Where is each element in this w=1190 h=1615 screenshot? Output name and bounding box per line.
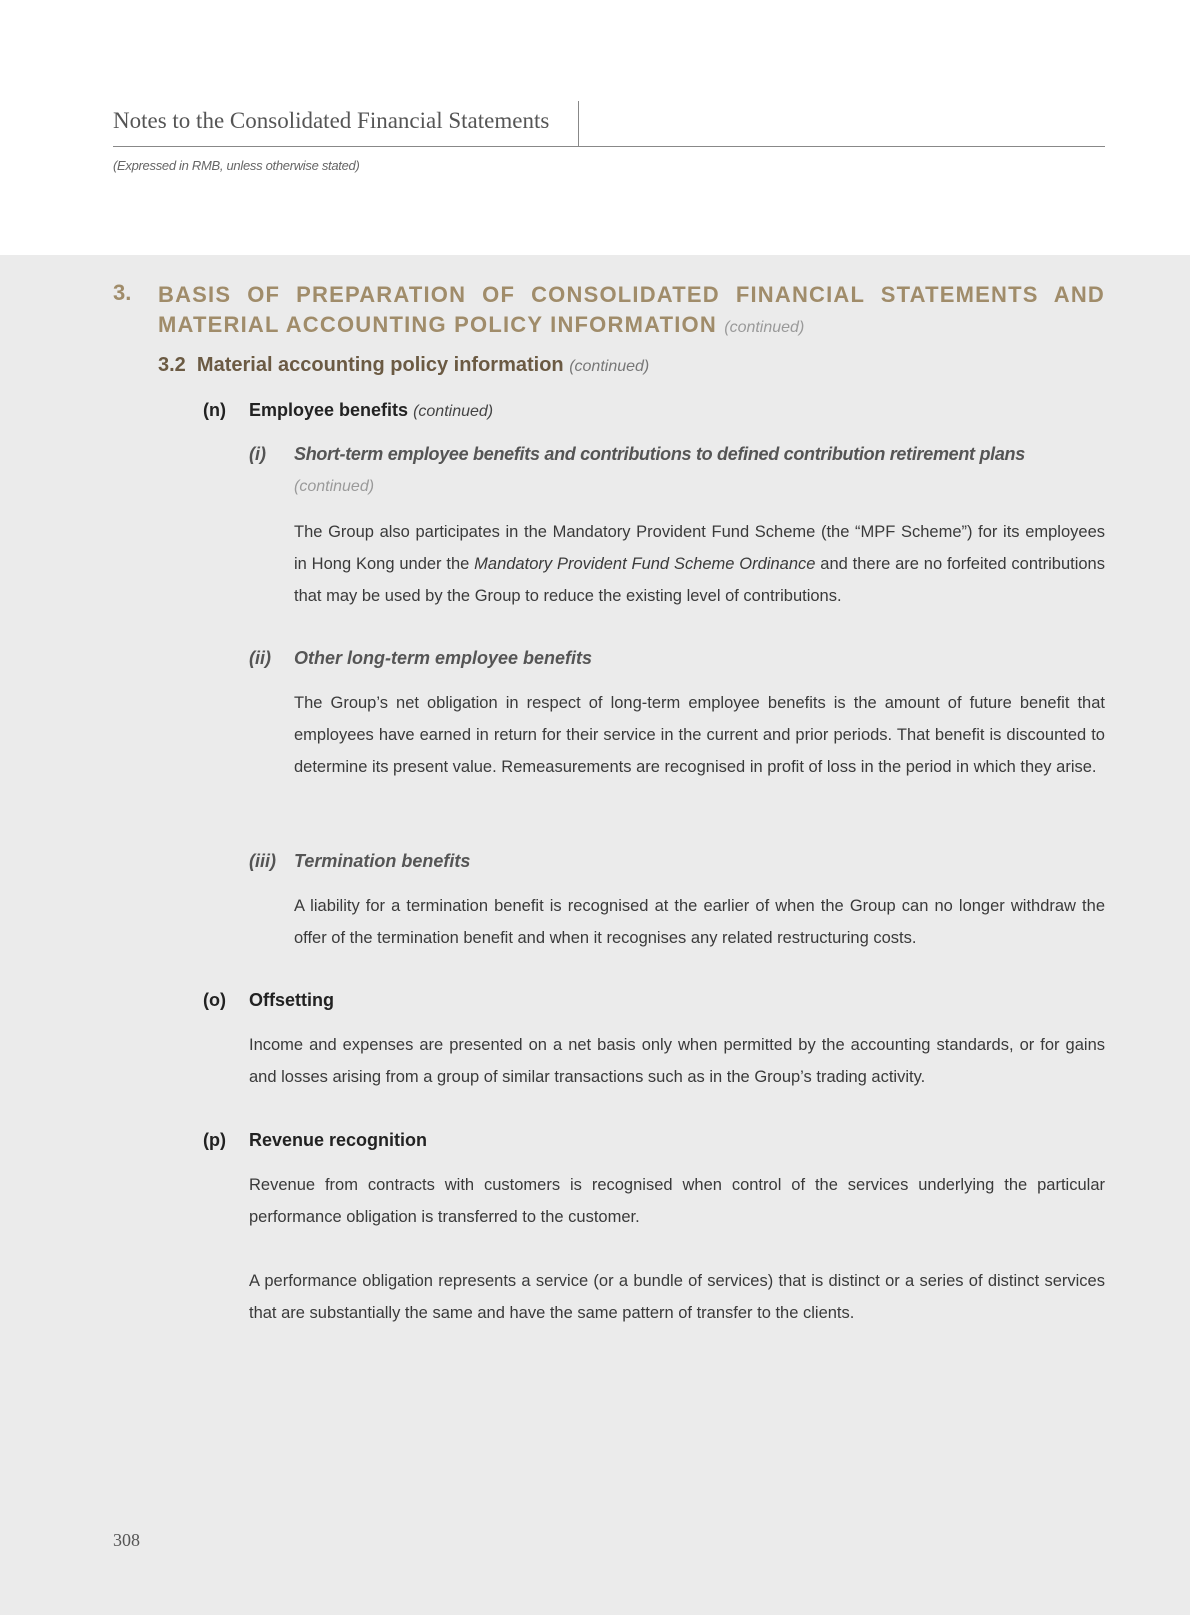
item-n-continued: (continued)	[413, 403, 494, 420]
page-number: 308	[113, 1530, 140, 1550]
item-i-ordinance: Mandatory Provident Fund Scheme Ordinance	[474, 555, 816, 573]
item-i-continued: (continued)	[294, 478, 375, 495]
subsection-continued: (continued)	[569, 358, 650, 375]
item-o-label: (o)	[203, 990, 226, 1010]
item-n-label: (n)	[203, 400, 226, 420]
header-divider-horizontal	[113, 146, 1105, 147]
subsection-heading	[158, 354, 649, 377]
item-p-text2: A performance obligation represents a service (or a bundle of services) that is distinct or a series of distinct services that are substantially the same and have the same pattern of transfer to the clients.	[249, 1272, 1105, 1322]
header-subtitle: (Expressed in RMB, unless otherwise stated)	[113, 158, 360, 173]
item-i-title: Short-term employee benefits and contributions to defined contribution retirement plans	[294, 444, 1025, 464]
header-divider-vertical	[578, 101, 579, 146]
item-iii-title: Termination benefits	[294, 851, 471, 871]
item-ii-title: Other long-term employee benefits	[294, 648, 593, 668]
item-n-heading	[249, 400, 493, 421]
item-ii-text: The Group’s net obligation in respect of long-term employee benefits is the amount of future benefit that employees have earned in return for their service in the current and prior periods. That benefit is discounted to determine its present value. Remeasurements are recognised in profit of loss in the period in which they arise.	[294, 694, 1105, 776]
section-title	[158, 280, 1105, 343]
item-i-text-a: The Group also participates in the Mandatory Provident Fund Scheme (the “MPF Scheme”) for its employees in Hong Kong under the	[294, 523, 1105, 573]
item-p-title: Revenue recognition	[249, 1130, 428, 1150]
running-header-title: Notes to the Consolidated Financial Statements	[113, 108, 550, 133]
item-p-text1: Revenue from contracts with customers is recognised when control of the services underlying the particular performance obligation is transferred to the customer.	[249, 1176, 1105, 1226]
item-p-label: (p)	[203, 1130, 226, 1150]
item-iii-text: A liability for a termination benefit is recognised at the earlier of when the Group can no longer withdraw the offer of the termination benefit and when it recognises any related restructuring costs.	[294, 897, 1105, 947]
section-title-line1: BASIS OF PREPARATION OF CONSOLIDATED FINANCIAL STATEMENTS AND	[158, 282, 1105, 307]
item-i-label: (i)	[249, 444, 266, 464]
item-n-title: Employee benefits	[249, 400, 409, 420]
item-i-text-b: and there are no forfeited contributions that may be used by the Group to reduce the existing level of contributions.	[294, 555, 1105, 605]
item-iii-label: (iii)	[249, 851, 276, 871]
section-title-line2: MATERIAL ACCOUNTING POLICY INFORMATION	[158, 312, 717, 337]
item-i-text	[294, 516, 1105, 612]
section-continued: (continued)	[724, 319, 805, 336]
item-o-text: Income and expenses are presented on a net basis only when permitted by the accounting standards, or for gains and losses arising from a group of similar transactions such as in the Group’s trading activity.	[249, 1036, 1105, 1086]
item-o-title: Offsetting	[249, 990, 334, 1010]
section-number: 3.	[113, 280, 132, 305]
subsection-title: 3.2 Material accounting policy information	[158, 354, 564, 376]
item-ii-label: (ii)	[249, 648, 271, 668]
